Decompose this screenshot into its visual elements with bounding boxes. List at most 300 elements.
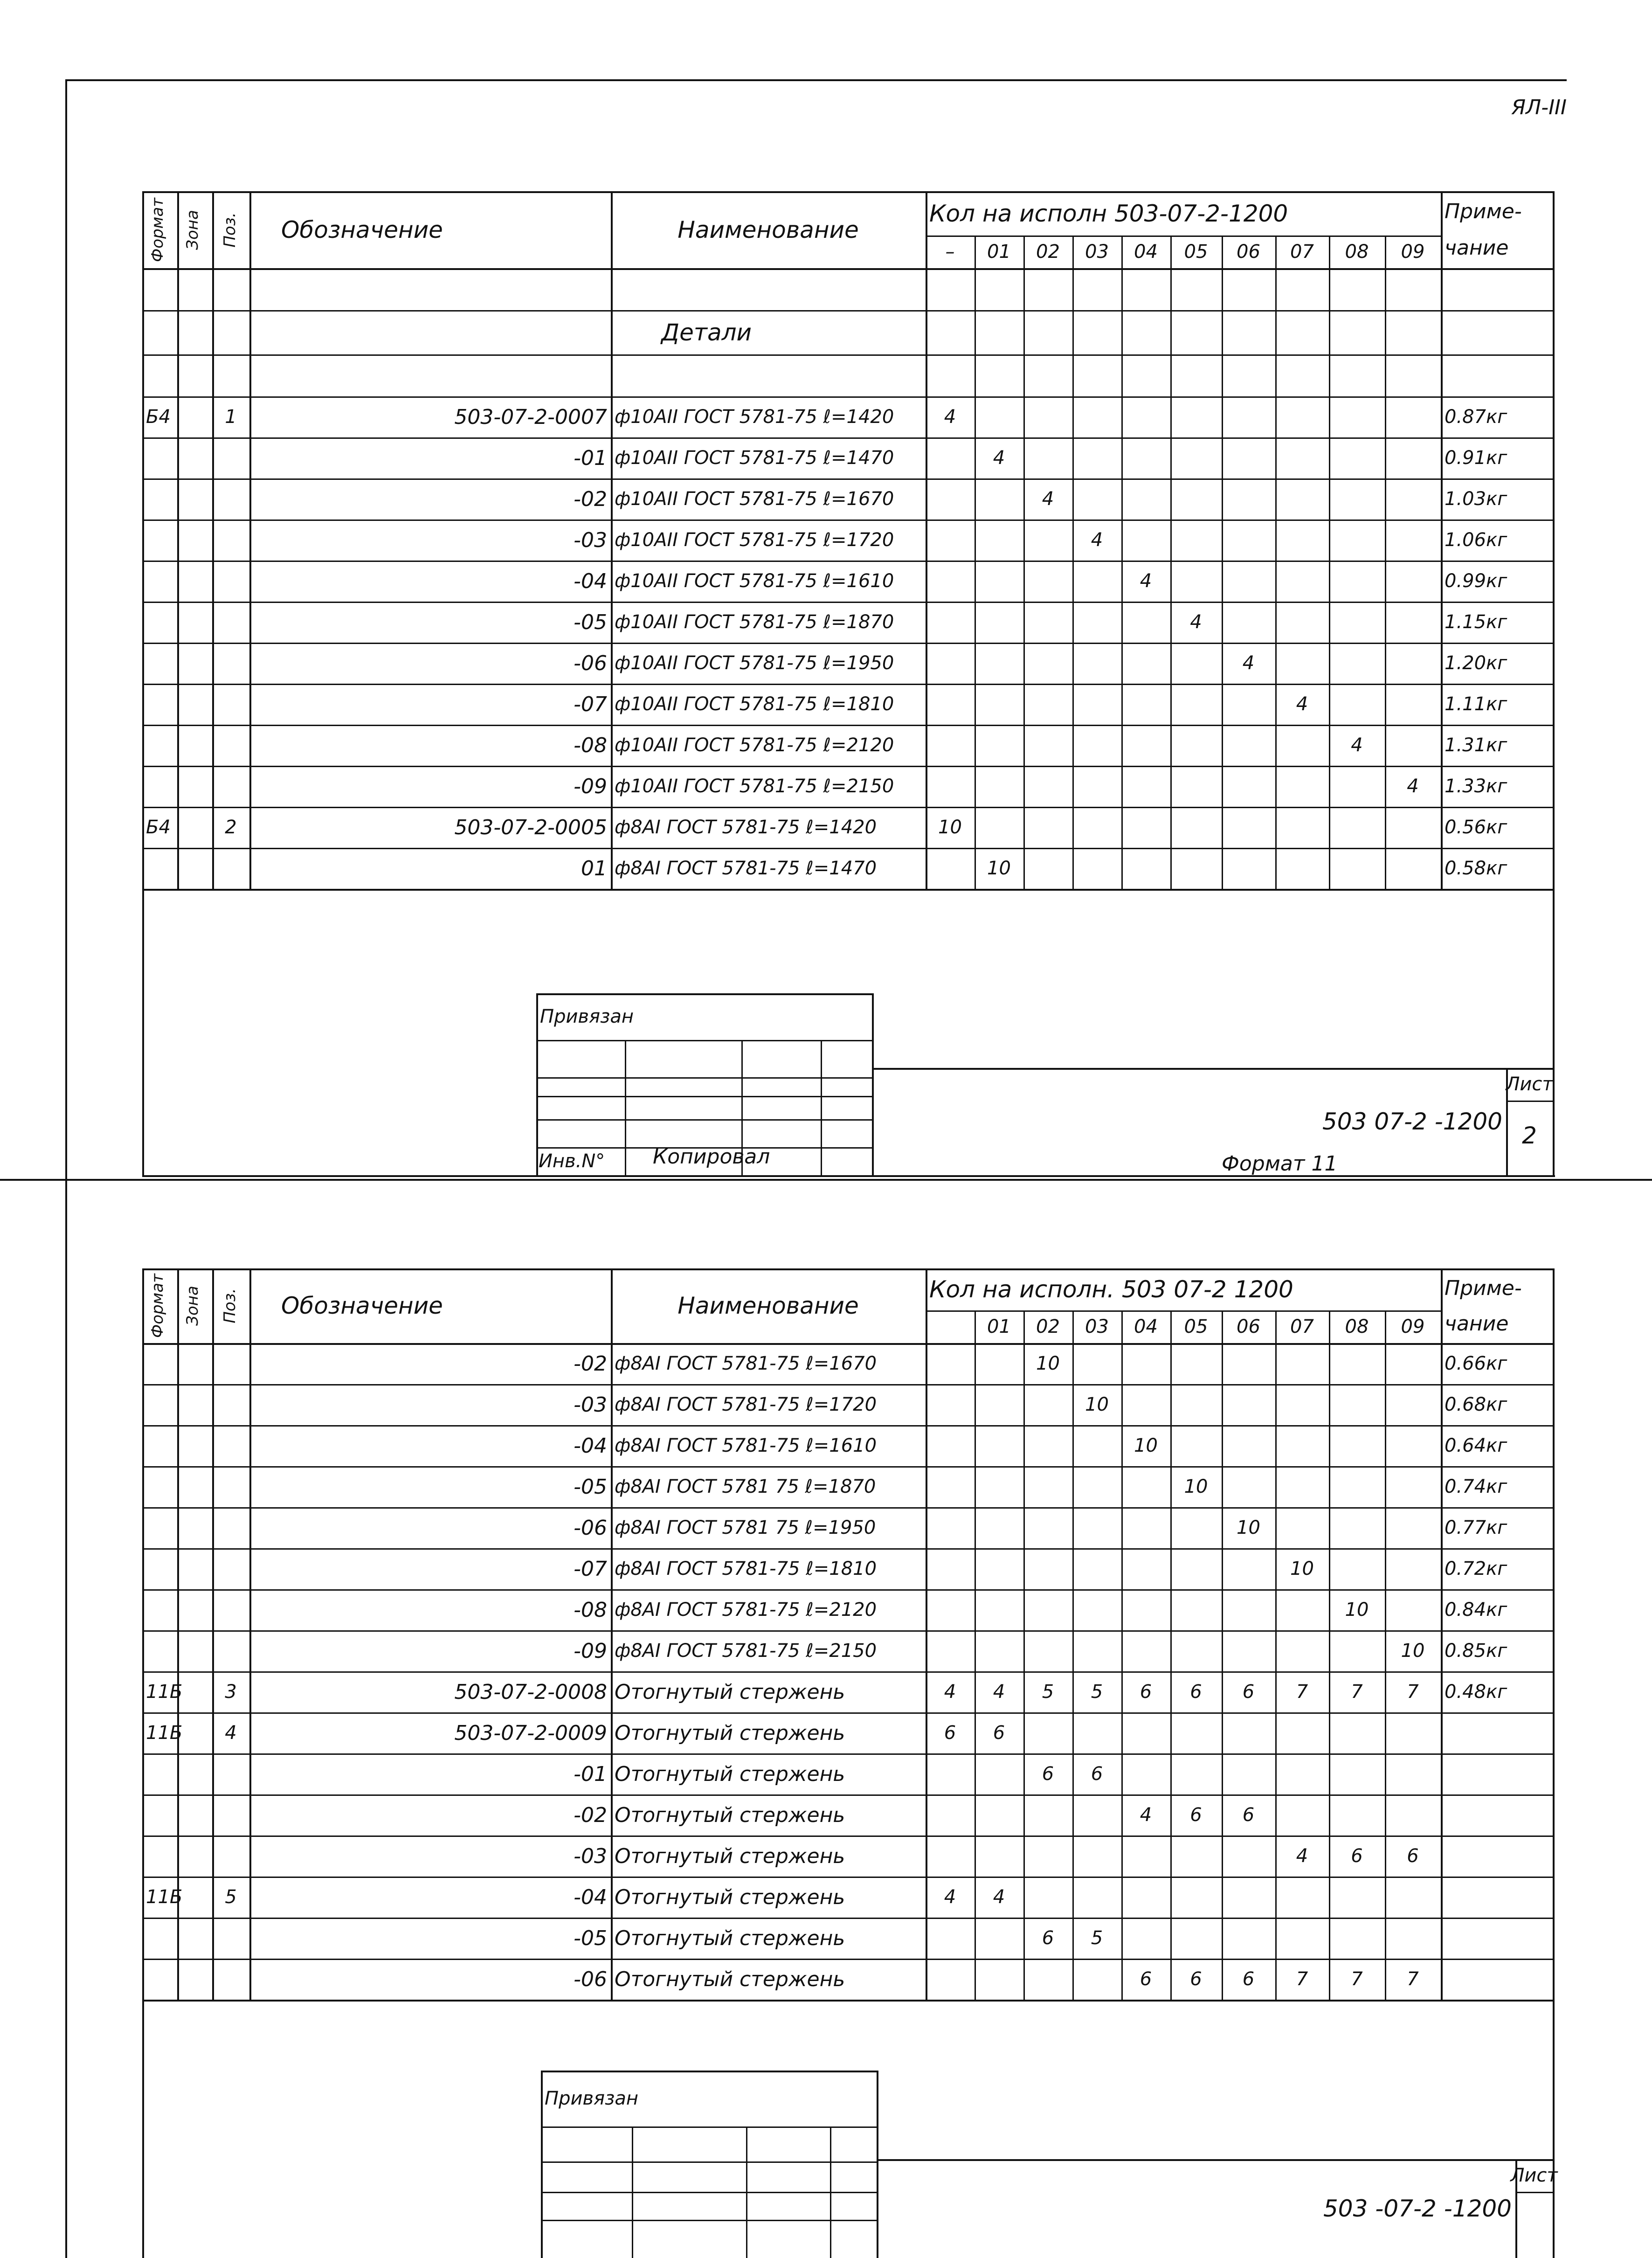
row-qty (1225, 1384, 1272, 1425)
row-position: 3 (225, 1681, 237, 1703)
row-name: ф10АII ГОСТ 5781-75 ℓ=1420 (615, 406, 894, 428)
row-designation: -03 (574, 528, 607, 552)
row-name: ф8АI ГОСТ 5781 75 ℓ=1950 (615, 1517, 876, 1538)
row-qty (1333, 1794, 1381, 1835)
row-position (216, 1425, 246, 1466)
row-qty: 6 (1190, 1804, 1202, 1826)
row-qty: 6 (1242, 1681, 1255, 1703)
row-qty: 6 (1091, 1763, 1103, 1785)
row-qty (929, 1835, 971, 1877)
row-remark: 1.11кг (1445, 693, 1507, 715)
row-qty: 6 (1407, 1845, 1419, 1867)
rule (541, 2071, 543, 2258)
header-remark-bottom: чание (1445, 236, 1509, 260)
row-designation: -06 (574, 1967, 607, 1991)
row-designation: -08 (574, 1598, 607, 1622)
row-format: 11Б (146, 1886, 183, 1908)
row-qty (1389, 1343, 1437, 1384)
row-qty (1027, 1425, 1069, 1466)
row-remark: 0.84кг (1445, 1599, 1507, 1621)
row-name: ф8АI ГОСТ 5781-75 ℓ=1670 (615, 1353, 877, 1374)
header-designation: Обозначение (281, 1292, 443, 1319)
sheet-number: 2 (1522, 1122, 1537, 1149)
row-remark: 1.15кг (1445, 611, 1507, 633)
row-qty: 4 (1296, 693, 1308, 715)
row-qty (978, 1343, 1020, 1384)
row-format (146, 1384, 173, 1425)
row-remark (1445, 1753, 1549, 1794)
sheet-label: Лист (1510, 2165, 1558, 2186)
header-zone: Зона (183, 1286, 202, 1326)
row-qty (1027, 1959, 1069, 2000)
row-format (146, 1918, 173, 1959)
exec-col-header: 08 (1345, 241, 1369, 263)
row-remark: 0.66кг (1445, 1353, 1507, 1374)
row-qty (1279, 1630, 1325, 1671)
row-remark: 1.20кг (1445, 652, 1507, 674)
row-remark: 1.03кг (1445, 488, 1507, 510)
row-qty (978, 1918, 1020, 1959)
row-position: 1 (225, 406, 237, 428)
exec-col-header: 08 (1345, 1316, 1369, 1337)
row-qty (1125, 1877, 1167, 1918)
row-qty (1174, 1835, 1218, 1877)
rule (830, 2126, 831, 2258)
rule (1023, 1310, 1025, 2000)
row-qty (929, 1507, 971, 1548)
row-qty: 6 (1351, 1845, 1363, 1867)
exec-col-header: 05 (1184, 1316, 1208, 1337)
exec-col-header: 07 (1290, 1316, 1314, 1337)
row-designation: -03 (574, 1844, 607, 1868)
row-qty (929, 1630, 971, 1671)
copied-by: Копировал (653, 1144, 770, 1169)
row-qty (1174, 1589, 1218, 1630)
exec-col-header: 09 (1401, 241, 1425, 263)
row-designation: -05 (574, 610, 607, 634)
row-remark (1445, 1877, 1549, 1918)
row-qty (1279, 1877, 1325, 1918)
row-qty: 4 (1407, 776, 1419, 797)
row-qty (1125, 1835, 1167, 1877)
rule (1385, 1310, 1386, 2000)
row-qty: 4 (944, 1886, 956, 1908)
row-name: ф10АII ГОСТ 5781-75 ℓ=1810 (615, 693, 894, 715)
row-qty (929, 1959, 971, 2000)
row-qty (1225, 1835, 1272, 1877)
row-qty (1027, 1835, 1069, 1877)
row-qty: 4 (1190, 611, 1202, 633)
rule (746, 2126, 747, 2258)
exec-col-header: 03 (1085, 1316, 1109, 1337)
row-qty (1076, 1794, 1118, 1835)
row-qty (1225, 1548, 1272, 1589)
row-designation: -02 (574, 1351, 607, 1376)
row-remark: 0.72кг (1445, 1558, 1507, 1579)
rule (975, 1310, 976, 2000)
row-qty: 10 (1237, 1517, 1260, 1538)
row-qty: 10 (1290, 1558, 1314, 1579)
header-designation: Обозначение (281, 216, 443, 243)
corner-mark: ЯЛ-III (1511, 95, 1567, 119)
row-name: ф8АI ГОСТ 5781 75 ℓ=1870 (615, 1476, 876, 1497)
row-qty (1225, 1630, 1272, 1671)
row-qty (1389, 1466, 1437, 1507)
row-qty: 4 (1296, 1845, 1308, 1867)
row-qty (929, 1466, 971, 1507)
row-qty (1389, 1384, 1437, 1425)
row-remark (1445, 1835, 1549, 1877)
row-designation: -07 (574, 1557, 607, 1581)
row-name: ф8АI ГОСТ 5781-75 ℓ=2150 (615, 1640, 877, 1662)
row-name: Отогнутый стержень (615, 1967, 845, 1991)
row-remark: 0.91кг (1445, 447, 1507, 469)
row-qty: 4 (1140, 570, 1152, 592)
row-qty (1174, 1343, 1218, 1384)
row-qty (1027, 1384, 1069, 1425)
row-position (216, 1343, 246, 1384)
row-remark (1445, 1712, 1549, 1753)
rule (212, 1268, 214, 2000)
row-qty (1333, 1507, 1381, 1548)
row-qty (978, 1589, 1020, 1630)
row-qty: 7 (1351, 1968, 1363, 1990)
row-qty (978, 1835, 1020, 1877)
header-qty-per-execution: Кол на исполн 503-07-2-1200 (929, 200, 1288, 227)
row-qty: 4 (1042, 488, 1054, 510)
row-qty (1225, 1918, 1272, 1959)
row-designation: -06 (574, 651, 607, 675)
row-qty: 10 (1134, 1435, 1158, 1456)
row-remark: 0.85кг (1445, 1640, 1507, 1662)
row-qty (929, 1918, 971, 1959)
row-qty (1174, 1630, 1218, 1671)
row-name: ф10АII ГОСТ 5781-75 ℓ=1610 (615, 570, 894, 592)
row-name: ф10АII ГОСТ 5781-75 ℓ=2120 (615, 734, 894, 756)
row-position: 4 (225, 1722, 237, 1744)
row-qty (978, 1959, 1020, 2000)
row-qty (978, 1466, 1020, 1507)
row-qty: 7 (1296, 1681, 1308, 1703)
row-qty: 7 (1407, 1681, 1419, 1703)
rule (1222, 1310, 1223, 2000)
row-designation: -05 (574, 1475, 607, 1499)
row-format (146, 1794, 173, 1835)
row-remark (1445, 1959, 1549, 2000)
row-qty (1225, 1589, 1272, 1630)
row-qty: 6 (944, 1722, 956, 1744)
row-qty (1279, 1753, 1325, 1794)
row-qty (1279, 1466, 1325, 1507)
row-qty (1333, 1548, 1381, 1589)
exec-col-header: 07 (1290, 241, 1314, 263)
row-qty (1279, 1794, 1325, 1835)
row-qty (929, 1589, 971, 1630)
row-qty (1333, 1466, 1381, 1507)
row-format: Б4 (146, 817, 171, 838)
row-position (216, 1630, 246, 1671)
row-format (146, 1548, 173, 1589)
row-remark (1445, 1918, 1549, 1959)
row-qty (1333, 1425, 1381, 1466)
row-name: Отогнутый стержень (615, 1844, 845, 1868)
row-qty (1225, 1712, 1272, 1753)
row-qty: 5 (1042, 1681, 1054, 1703)
doc-number: 503 07-2 -1200 (1322, 1108, 1502, 1135)
rule (611, 1268, 613, 2000)
doc-number: 503 -07-2 -1200 (1323, 2195, 1512, 2222)
row-qty (1027, 1712, 1069, 1753)
row-qty (1174, 1425, 1218, 1466)
row-qty (1027, 1548, 1069, 1589)
row-qty (1027, 1507, 1069, 1548)
rule (541, 2126, 877, 2128)
rule (541, 2220, 877, 2221)
row-qty (1279, 1384, 1325, 1425)
header-qty-per-execution: Кол на исполн. 503 07-2 1200 (929, 1276, 1293, 1303)
rule (541, 2161, 877, 2163)
row-qty (1027, 1466, 1069, 1507)
row-qty (978, 1425, 1020, 1466)
row-qty (1279, 1589, 1325, 1630)
rule (632, 2126, 633, 2258)
row-qty (978, 1753, 1020, 1794)
row-qty: 10 (1401, 1640, 1425, 1662)
row-qty (1389, 1548, 1437, 1589)
header-format: Формат (148, 197, 167, 262)
row-designation: 503-07-2-0008 (454, 1680, 607, 1704)
row-qty (1333, 1918, 1381, 1959)
row-remark: 1.31кг (1445, 734, 1507, 756)
section-title: Детали (661, 319, 752, 346)
row-qty (978, 1548, 1020, 1589)
row-name: ф10АII ГОСТ 5781-75 ℓ=2150 (615, 776, 894, 797)
rule (1121, 1310, 1123, 2000)
row-name: Отогнутый стержень (615, 1762, 845, 1786)
rule (926, 1268, 927, 2000)
row-designation: -09 (574, 1639, 607, 1663)
header-zone: Зона (183, 209, 202, 250)
row-remark: 0.74кг (1445, 1476, 1507, 1497)
rule (1441, 1268, 1443, 2000)
row-designation: -03 (574, 1392, 607, 1417)
row-qty (929, 1548, 971, 1589)
row-name: ф8АI ГОСТ 5781-75 ℓ=1720 (615, 1394, 877, 1415)
row-qty: 6 (1042, 1927, 1054, 1949)
row-name: ф8АI ГОСТ 5781-75 ℓ=1610 (615, 1435, 877, 1456)
exec-col-header: 09 (1401, 1316, 1425, 1337)
row-qty (978, 1794, 1020, 1835)
rule (1275, 1310, 1277, 2000)
header-pos: Поз. (221, 1288, 239, 1323)
row-qty: 6 (1140, 1968, 1152, 1990)
row-qty (1225, 1466, 1272, 1507)
row-qty: 10 (1036, 1353, 1060, 1374)
row-qty (1125, 1753, 1167, 1794)
row-format (146, 1425, 173, 1466)
row-position (216, 1753, 246, 1794)
row-name: ф10АII ГОСТ 5781-75 ℓ=1950 (615, 652, 894, 674)
row-qty (1389, 1753, 1437, 1794)
row-designation: 503-07-2-0007 (454, 405, 607, 429)
row-position: 5 (225, 1886, 237, 1908)
row-format (146, 1835, 173, 1877)
exec-col-header: 02 (1036, 241, 1060, 263)
row-qty (1389, 1794, 1437, 1835)
exec-col-header: 05 (1184, 241, 1208, 263)
row-designation: -01 (574, 446, 607, 470)
row-format: 11Б (146, 1681, 183, 1703)
row-qty (1027, 1794, 1069, 1835)
row-qty (1333, 1343, 1381, 1384)
rule (1329, 1310, 1330, 2000)
exec-col-header: 01 (987, 241, 1011, 263)
row-qty (1279, 1343, 1325, 1384)
row-qty: 6 (993, 1722, 1005, 1744)
row-qty (1279, 1918, 1325, 1959)
row-qty (1076, 1835, 1118, 1877)
row-qty (929, 1425, 971, 1466)
row-qty (1027, 1589, 1069, 1630)
row-format (146, 1507, 173, 1548)
row-qty (929, 1753, 971, 1794)
row-designation: -06 (574, 1516, 607, 1540)
row-qty (1125, 1507, 1167, 1548)
row-remark: 0.68кг (1445, 1394, 1507, 1415)
rule (249, 1268, 251, 2000)
row-position (216, 1589, 246, 1630)
row-qty (1076, 1630, 1118, 1671)
row-qty (978, 1507, 1020, 1548)
row-qty (1125, 1712, 1167, 1753)
row-qty (1389, 1589, 1437, 1630)
row-qty (1279, 1712, 1325, 1753)
row-qty (1125, 1466, 1167, 1507)
rule (1072, 1310, 1074, 2000)
exec-col-header: 02 (1036, 1316, 1060, 1337)
row-name: ф8АI ГОСТ 5781-75 ℓ=1470 (615, 858, 877, 879)
row-remark: 0.48кг (1445, 1681, 1507, 1703)
row-format (146, 1630, 173, 1671)
row-qty (1174, 1753, 1218, 1794)
row-designation: -08 (574, 733, 607, 757)
rule (1553, 1268, 1555, 2258)
row-remark: 0.77кг (1445, 1517, 1507, 1538)
row-qty (1225, 1343, 1272, 1384)
stamp-title: Привязан (545, 2088, 639, 2109)
row-remark: 0.99кг (1445, 570, 1507, 592)
row-designation: -04 (574, 1434, 607, 1458)
row-name: ф10АII ГОСТ 5781-75 ℓ=1720 (615, 529, 894, 551)
row-designation: -02 (574, 487, 607, 511)
row-qty (1333, 1630, 1381, 1671)
row-qty (1225, 1877, 1272, 1918)
row-qty (1125, 1589, 1167, 1630)
row-qty: 10 (987, 858, 1011, 879)
row-qty: 6 (1190, 1968, 1202, 1990)
row-remark: 1.33кг (1445, 776, 1507, 797)
row-qty (1174, 1548, 1218, 1589)
row-qty (978, 1630, 1020, 1671)
exec-col-header: 06 (1237, 241, 1260, 263)
row-name: Отогнутый стержень (615, 1885, 845, 1909)
row-qty: 4 (993, 1886, 1005, 1908)
row-qty: 6 (1242, 1804, 1255, 1826)
exec-col-header (929, 1310, 971, 1343)
row-qty (1125, 1384, 1167, 1425)
row-remark: 1.06кг (1445, 529, 1507, 551)
row-qty: 6 (1190, 1681, 1202, 1703)
exec-col-header: – (945, 241, 955, 263)
row-qty: 4 (1242, 652, 1255, 674)
row-qty: 4 (1091, 529, 1103, 551)
row-remark: 0.58кг (1445, 858, 1507, 879)
row-position (216, 1548, 246, 1589)
row-position (216, 1466, 246, 1507)
exec-col-header: 04 (1134, 1316, 1158, 1337)
row-qty (1333, 1384, 1381, 1425)
row-qty: 4 (993, 447, 1005, 469)
rule (877, 2071, 878, 2258)
row-qty (929, 1794, 971, 1835)
row-format (146, 1959, 173, 2000)
row-designation: -05 (574, 1926, 607, 1950)
format-label: Формат 11 (1222, 1151, 1338, 1176)
row-qty (1389, 1425, 1437, 1466)
row-format (146, 1466, 173, 1507)
row-qty: 7 (1296, 1968, 1308, 1990)
row-qty: 6 (1242, 1968, 1255, 1990)
row-designation: -04 (574, 569, 607, 593)
row-name: Отогнутый стержень (615, 1680, 845, 1704)
row-designation: -09 (574, 774, 607, 798)
exec-col-header: 06 (1237, 1316, 1260, 1337)
row-position (216, 1794, 246, 1835)
row-position (216, 1918, 246, 1959)
header-remark-top: Приме- (1445, 1276, 1522, 1300)
row-qty (978, 1384, 1020, 1425)
row-format (146, 1753, 173, 1794)
row-qty (1027, 1877, 1069, 1918)
row-name: ф8АI ГОСТ 5781-75 ℓ=2120 (615, 1599, 877, 1621)
row-qty: 4 (944, 406, 956, 428)
row-qty (1076, 1959, 1118, 2000)
row-format: Б4 (146, 406, 171, 428)
row-qty (1076, 1507, 1118, 1548)
row-qty (1076, 1548, 1118, 1589)
row-qty (1174, 1712, 1218, 1753)
rule (142, 2000, 1553, 2002)
row-position: 2 (225, 817, 237, 838)
row-designation: -07 (574, 692, 607, 716)
row-designation: 503-07-2-0009 (454, 1721, 607, 1745)
rule (541, 2192, 877, 2193)
row-qty (929, 1384, 971, 1425)
row-qty: 5 (1091, 1927, 1103, 1949)
row-qty (1225, 1753, 1272, 1794)
row-format: 11Б (146, 1722, 183, 1744)
row-qty (1076, 1877, 1118, 1918)
row-name: ф10АII ГОСТ 5781-75 ℓ=1870 (615, 611, 894, 633)
row-qty (1076, 1466, 1118, 1507)
row-qty: 4 (1140, 1804, 1152, 1826)
row-qty: 6 (1140, 1681, 1152, 1703)
row-name: Отогнутый стержень (615, 1803, 845, 1827)
row-format (146, 1589, 173, 1630)
exec-col-header: 01 (987, 1316, 1011, 1337)
sheet-label: Лист (1506, 1074, 1553, 1095)
row-qty (1174, 1384, 1218, 1425)
